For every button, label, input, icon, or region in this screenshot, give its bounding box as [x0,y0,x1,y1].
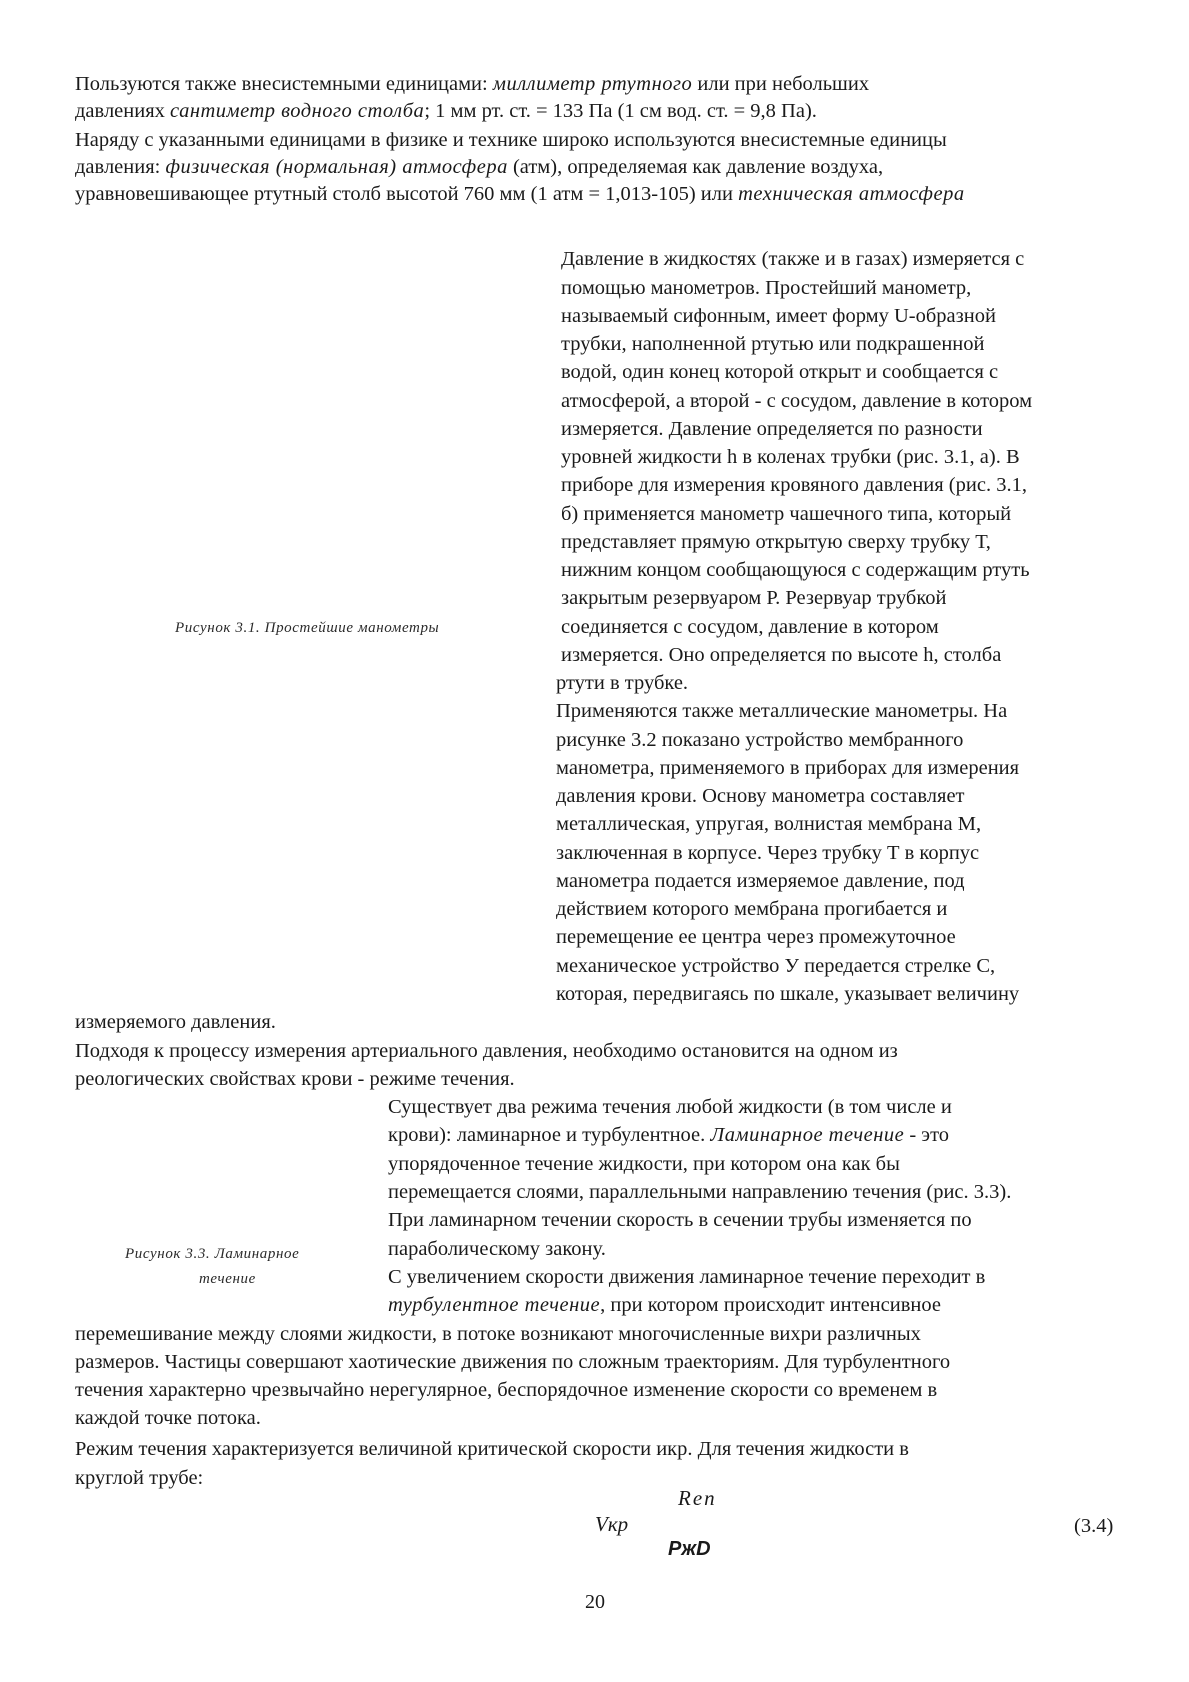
italic-term: техническая атмосфера [738,183,965,205]
text-line: С увеличением скорости движения ламинарное течение переходит в [388,1266,986,1288]
text-line: которая, передвигаясь по шкале, указывает величину [556,983,1020,1005]
text-span: , при котором происходит интенсивное [600,1294,941,1316]
text-span: (атм), определяемая как давление воздуха, [507,156,884,178]
page-number: 20 [585,1591,605,1613]
italic-term: сантиметр водного столба [170,100,425,122]
text-line: измеряется. Оно определяется по высоте h, столба [561,644,1002,666]
text-line: давления крови. Основу манометра составляет [556,785,965,807]
text-line [388,1291,941,1319]
equation-number: (3.4) [1074,1515,1114,1537]
text-span: Пользуются также внесистемными единицами: [75,73,493,95]
text-line [75,70,869,98]
text-line: представляет прямую открытую сверху трубку Т, [561,531,991,553]
figure-caption: Рисунок 3.1. Простейшие манометры [175,620,440,636]
text-line: упорядоченное течение жидкости, при котором она как бы [388,1153,900,1175]
text-line: Наряду с указанными единицами в физике и технике широко используются внесистемные единицы [75,129,947,151]
text-line: Режим течения характеризуется величиной критической скорости икр. Для течения жидкости в [75,1438,909,1460]
text-span: - это [904,1124,950,1146]
text-line [388,1121,949,1149]
text-line: параболическому закону. [388,1238,606,1260]
text-line: Подходя к процессу измерения артериального давления, необходимо остановится на одном из [75,1040,898,1062]
text-line: течения характерно чрезвычайно нерегулярное, беспорядочное изменение скорости со временем в [75,1379,938,1401]
formula-lhs: Vкр [595,1512,629,1536]
italic-term: физическая (нормальная) атмосфера [165,156,508,178]
text-line: ртути в трубке. [556,672,689,694]
text-line: манометра подается измеряемое давление, под [556,870,965,892]
text-line: круглой трубе: [75,1467,204,1489]
text-line: металлическая, упругая, волнистая мембрана М, [556,813,982,835]
text-line: измеряется. Давление определяется по разности [561,418,983,440]
text-line: перемещение ее центра через промежуточное [556,926,956,948]
figure-caption: течение [199,1271,256,1287]
text-line: атмосферой, а второй - с сосудом, давление в котором [561,390,1033,412]
figure-caption: Рисунок 3.3. Ламинарное [125,1246,300,1262]
text-line: механическое устройство У передается стрелке С, [556,955,996,977]
text-line: действием которого мембрана прогибается и [556,898,948,920]
formula-denominator: РжD [668,1538,711,1560]
text-line: Применяются также металлические манометры. На [556,700,1008,722]
text-line: При ламинарном течении скорость в сечении трубы изменяется по [388,1209,972,1231]
text-span: крови): ламинарное и турбулентное. [388,1124,711,1146]
text-span: уравновешивающее ртутный столб высотой 760 мм (1 атм = 1,013-105) или [75,183,739,205]
text-span: ; 1 мм рт. ст. = 133 Па (1 см вод. ст. = 9,8 Па). [424,100,817,122]
text-line: закрытым резервуаром Р. Резервуар трубкой [561,587,947,609]
text-line: Давление в жидкостях (также и в газах) измеряется с [561,248,1025,270]
text-line: помощью манометров. Простейший манометр, [561,277,972,299]
text-span: давления: [75,156,166,178]
italic-term: турбулентное течение [388,1294,601,1316]
italic-term: миллиметр ртутного [492,73,693,95]
text-line: размеров. Частицы совершают хаотические движения по сложным траекториям. Для турбулентного [75,1351,951,1373]
formula-numerator: Rеп [678,1486,717,1510]
text-line: заключенная в корпусе. Через трубку Т в корпус [556,842,980,864]
text-line: приборе для измерения кровяного давления (рис. 3.1, [561,474,1027,496]
text-span: давлениях [75,100,171,122]
text-line: соединяется с сосудом, давление в котором [561,616,939,638]
text-line: Существует два режима течения любой жидкости (в том числе и [388,1096,952,1118]
text-line: называемый сифонным, имеет форму U-образной [561,305,996,327]
text-line: нижним концом сообщающуюся с содержащим ртуть [561,559,1030,581]
text-line [75,180,965,208]
text-line: измеряемого давления. [75,1011,276,1033]
text-line: б) применяется манометр чашечного типа, который [561,503,1012,525]
italic-term: Ламинарное течение [710,1124,905,1146]
text-line: трубки, наполненной ртутью или подкрашенной [561,333,985,355]
text-span: или при небольших [692,73,870,95]
text-line: перемещается слоями, параллельными направлению течения (рис. 3.3). [388,1181,1012,1203]
text-line: водой, один конец которой открыт и сообщается с [561,361,999,383]
text-line [75,153,883,181]
text-line: каждой точке потока. [75,1407,261,1429]
text-line [75,97,817,125]
text-line: рисунке 3.2 показано устройство мембранного [556,729,964,751]
text-line: реологических свойствах крови - режиме течения. [75,1068,515,1090]
text-line: уровней жидкости h в коленах трубки (рис. 3.1, а). В [561,446,1020,468]
text-line: перемешивание между слоями жидкости, в потоке возникают многочисленные вихри различных [75,1323,921,1345]
text-line: манометра, применяемого в приборах для измерения [556,757,1020,779]
